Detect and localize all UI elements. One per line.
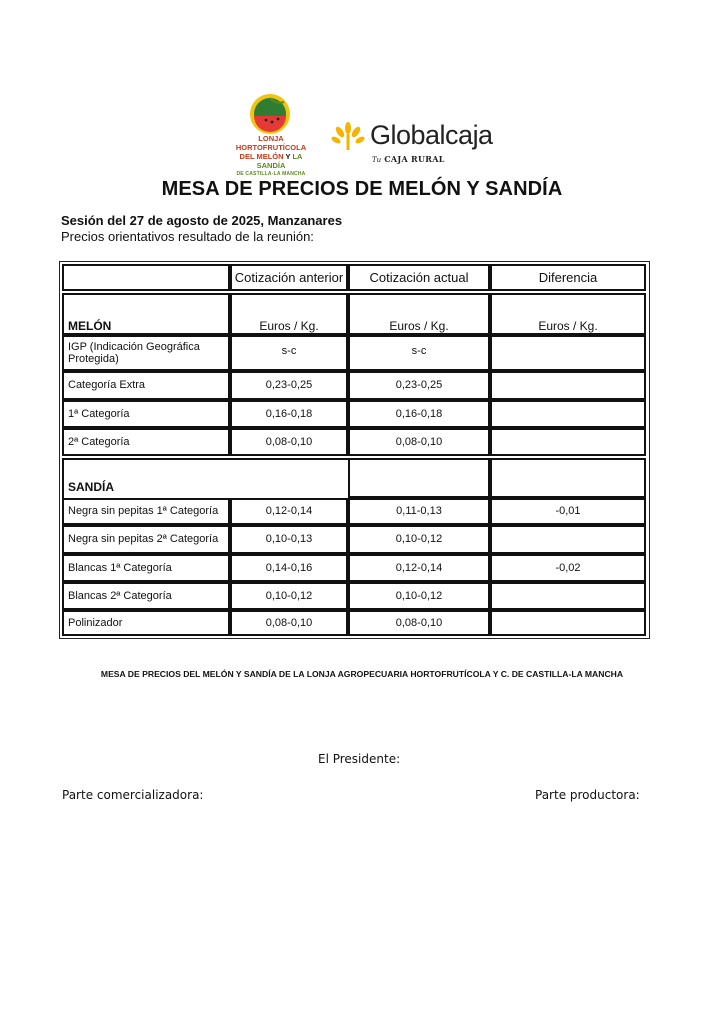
producer-signature-label: Parte productora: bbox=[535, 788, 640, 802]
header-diff: Diferencia bbox=[490, 264, 646, 291]
diff-value bbox=[490, 582, 646, 610]
subtitle: Precios orientativos resultado de la reunión: bbox=[61, 229, 314, 244]
row-label: Negra sin pepitas 2ª Categoría bbox=[62, 525, 230, 554]
prev-value: 0,10-0,13 bbox=[230, 525, 348, 554]
president-signature-label: El Presidente: bbox=[318, 752, 401, 766]
prev-value: s-c bbox=[230, 335, 348, 371]
row-label: Polinizador bbox=[62, 610, 230, 636]
row-label: IGP (Indicación Geográfica Protegida) bbox=[62, 335, 230, 371]
section-sandia: SANDÍA bbox=[62, 458, 348, 498]
diff-value bbox=[490, 525, 646, 554]
sandia-section-cell-diff bbox=[490, 458, 646, 498]
units-curr: Euros / Kg. bbox=[348, 293, 490, 335]
row-label: Categoría Extra bbox=[62, 371, 230, 400]
wheat-icon bbox=[330, 120, 366, 152]
diff-value bbox=[490, 610, 646, 636]
session-info: Sesión del 27 de agosto de 2025, Manzanares bbox=[61, 213, 343, 228]
curr-value: 0,23-0,25 bbox=[348, 371, 490, 400]
prev-value: 0,08-0,10 bbox=[230, 428, 348, 456]
sandia-section-cell-curr bbox=[348, 458, 490, 498]
prev-value: 0,16-0,18 bbox=[230, 400, 348, 428]
row-label: Negra sin pepitas 1ª Categoría bbox=[62, 498, 230, 525]
row-label: 1ª Categoría bbox=[62, 400, 230, 428]
commercial-signature-label: Parte comercializadora: bbox=[62, 788, 204, 802]
document-title: MESA DE PRECIOS DE MELÓN Y SANDÍA bbox=[161, 178, 563, 200]
prev-value: 0,10-0,12 bbox=[230, 582, 348, 610]
curr-value: 0,11-0,13 bbox=[348, 498, 490, 525]
prev-value: 0,08-0,10 bbox=[230, 610, 348, 636]
row-label: Blancas 2ª Categoría bbox=[62, 582, 230, 610]
prev-value: 0,23-0,25 bbox=[230, 371, 348, 400]
curr-value: s-c bbox=[348, 335, 490, 371]
curr-value: 0,12-0,14 bbox=[348, 554, 490, 582]
diff-value: -0,02 bbox=[490, 554, 646, 582]
curr-value: 0,10-0,12 bbox=[348, 582, 490, 610]
lonja-logo-text: LONJA HORTOFRUTÍCOLA DEL MELÓN Y LA SANDÍA DE CASTILLA-LA MANCHA bbox=[235, 134, 307, 177]
header-prev: Cotización anterior bbox=[230, 264, 348, 291]
diff-value: -0,01 bbox=[490, 498, 646, 525]
units-diff: Euros / Kg. bbox=[490, 293, 646, 335]
header-empty-cell bbox=[62, 264, 230, 291]
section-melon: MELÓN bbox=[62, 293, 230, 335]
curr-value: 0,10-0,12 bbox=[348, 525, 490, 554]
globalcaja-tagline: Tu CAJA RURAL bbox=[372, 154, 445, 164]
diff-value bbox=[490, 371, 646, 400]
globalcaja-logo: Globalcaja bbox=[370, 120, 493, 150]
curr-value: 0,08-0,10 bbox=[348, 610, 490, 636]
row-label: Blancas 1ª Categoría bbox=[62, 554, 230, 582]
prev-value: 0,14-0,16 bbox=[230, 554, 348, 582]
units-prev: Euros / Kg. bbox=[230, 293, 348, 335]
price-table bbox=[59, 261, 650, 639]
prev-value: 0,12-0,14 bbox=[230, 498, 348, 525]
diff-value bbox=[490, 428, 646, 456]
row-label: 2ª Categoría bbox=[62, 428, 230, 456]
curr-value: 0,16-0,18 bbox=[348, 400, 490, 428]
diff-value bbox=[490, 335, 646, 371]
diff-value bbox=[490, 400, 646, 428]
curr-value: 0,08-0,10 bbox=[348, 428, 490, 456]
footer-note: MESA DE PRECIOS DEL MELÓN Y SANDÍA DE LA LONJA AGROPECUARIA HORTOFRUTÍCOLA Y C. DE CASTILLA-LA MANCHA bbox=[100, 669, 624, 679]
header-curr: Cotización actual bbox=[348, 264, 490, 291]
